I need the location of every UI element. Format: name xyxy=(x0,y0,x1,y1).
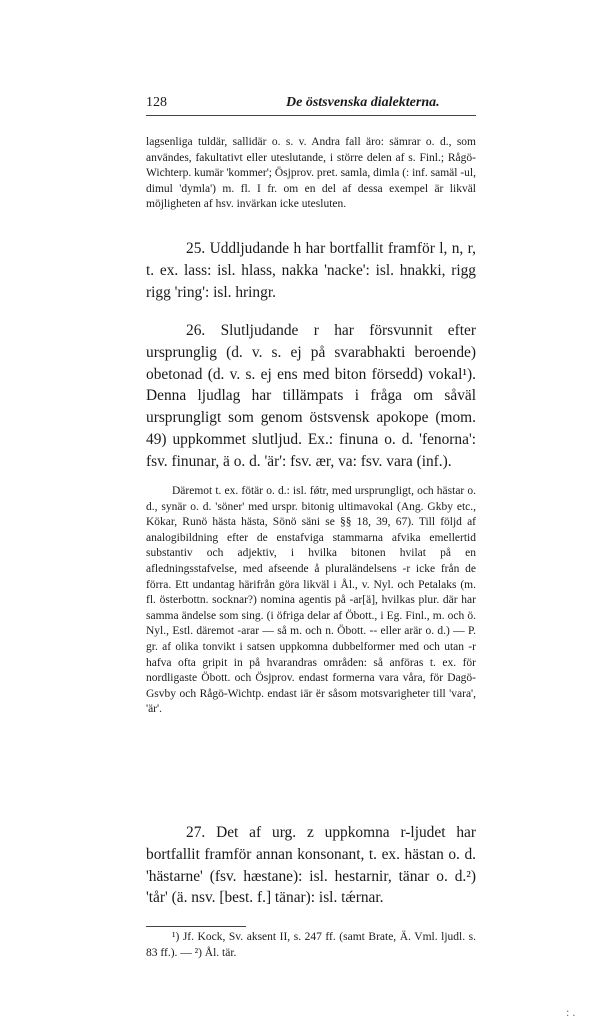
footnotes: ¹) Jf. Kock, Sv. aksent II, s. 247 ff. (samt Brate, Ä. Vml. ljudl. s. 83 ff.). — ²) Ål. tär. xyxy=(146,931,476,959)
paragraph-26: 26. Slutljudande r har försvunnit efter ursprunglig (d. v. s. ej på svarabhakti beroende) obetonad (d. v. s. ej ens med biton försedd) vokal¹). Denna ljudlag har tillämpats i fråga om såväl ursprungligt som genom östsvensk apokope (mom. 49) uppkommet slutljud. Ex.: finuna o. d. 'fenorna': fsv. finunar, ä o. d. 'är': fsv. ær, va: fsv. vara (inf.). xyxy=(146,322,476,470)
page-header xyxy=(146,93,476,116)
paragraph-27: 27. Det af urg. z uppkomna r-ljudet har bortfallit framför annan konsonant, t. ex. hästan o. d. 'hästarne' (fsv. hæstane): isl. hestarnir, tänar o. d.²) 'tår' (ä. nsv. [best. f.] tänar): isl. tǽrnar. xyxy=(146,824,476,907)
paragraph-25: 25. Uddljudande h har bortfallit framför l, n, r, t. ex. lass: isl. hlass, nakka 'nacke': isl. hnakki, rigg rigg 'ring': isl. hringr. xyxy=(146,240,476,301)
footnote-rule xyxy=(146,926,246,927)
running-title: De östsvenska dialekterna. xyxy=(286,95,440,110)
page-number: 128 xyxy=(146,95,167,110)
paragraph-continued: lagsenliga tuldär, sallidär o. s. v. Andra fall äro: sämrar o. d., som användes, fakultativt eller uteslutande, i större delen af s. Finl.; Rågö-Wichterp. kumär 'kommer'; Ösjprov. pret. samla, dimla (: inf. samäl -ul, dimul 'dymla') m. fl. I fr. om en del af dessa exempel är likväl möjligheten af hsv. invärkan icke utesluten. xyxy=(146,136,476,211)
paragraph-26-note: Däremot t. ex. fötär o. d.: isl. fǿtr, med ursprungligt, och hästar o. d., synär o. d. 'söner' med urspr. bitonig ultimavokal (Ang. Gkby etc., Kökar, Runö hästa hästa, Sönö säni se §§ 18, 39, 67). Till följd af analogibildning efter de enstafviga stammarna afvika emellertid substantiv och adjektiv, i hvilka bitonen hvilat på en afledningsstafvelse, med afseende å pluraländelsens -r icke från de förra. Ett undantag härifrån göra likväl i Ål., v. Nyl. och Petalaks (m. fl. österbottn. socknar?) nomina agentis på -ar[ä], hvilkas plur. där har samma ändelse som sing. (i öfriga delar af Öbott., i Eg. Finl., m. och ö. Nyl., Estl. däremot -arar — så m. och n. Öbott. -- eller arär o. d.) — P. gr. af olika tonvikt i satsen uppkomna dubbelformer med och utan -r hafva ofta gripit in på hvarandras områden: så anföras t. ex. för nordligaste Öbott. och Ösjprov. endast formerna vara våra, för Dagö-Gsvby och Rågö-Wichtp. endast iär ër såsom motsvarigheter till 'vara', 'är'. xyxy=(146,485,476,716)
corner-mark: : . xyxy=(566,1005,576,1019)
